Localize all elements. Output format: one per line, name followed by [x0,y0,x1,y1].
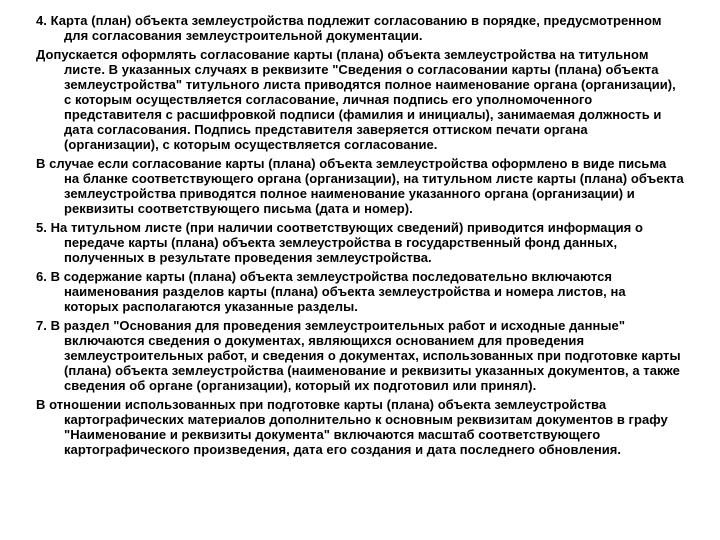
paragraph-item-5-state-fund: 5. На титульном листе (при наличии соответствующих сведений) приводится информация о передаче карты (плана) объекта землеустройства в государственный фонд данных, полученных в результате проведения землеустройства. [36,220,643,265]
paragraph-approval-letter: В случае если согласование карты (плана) объекта землеустройства оформлено в виде письма на бланке соответствующего органа (организации), на титульном листе карты (плана) объекта землеустройства приводятся полное наименование указанного органа (организации) и реквизиты соответствующего письма (дата и номер). [36,156,684,216]
paragraph-item-7-grounds: 7. В раздел "Основания для проведения землеустроительных работ и исходные данные" включаются сведения о документах, являющихся основанием для проведения землеустроительных работ, и сведения о документах, использованных при подготовке карты (плана) объекта землеустройства (наименование и реквизиты указанных документов, а также сведения об органе (организации), который их подготовил или принял). [36,318,681,393]
paragraph-item-6-contents: 6. В содержание карты (плана) объекта землеустройства последовательно включаются наименования разделов карты (плана) объекта землеустройства и номера листов, на которых располагаются указанные разделы. [36,269,626,314]
paragraph-cartographic-materials: В отношении использованных при подготовке карты (плана) объекта землеустройства картографических материалов дополнительно к основным реквизитам документов в графу "Наименование и реквизиты документа" включаются масштаб соответствующего картографического произведения, дата его создания и дата последнего обновления. [36,397,668,457]
paragraph-item-4-approval: 4. Карта (план) объекта землеустройства подлежит согласованию в порядке, предусмотренном для согласования землеустроительной документации. [36,13,662,43]
document-body [36,13,684,461]
paragraph-title-sheet-approval: Допускается оформлять согласование карты (плана) объекта землеустройства на титульном листе. В указанных случаях в реквизите "Сведения о согласовании карты (плана) объекта землеустройства" титульного листа приводятся полное наименование органа (организации), с которым осуществляется согласование, личная подпись его уполномоченного представителя с расшифровкой подписи (фамилия и инициалы), занимаемая должность и дата согласования. Подпись представителя заверяется оттиском печати органа (организации), с которым осуществляется согласование. [36,47,676,152]
